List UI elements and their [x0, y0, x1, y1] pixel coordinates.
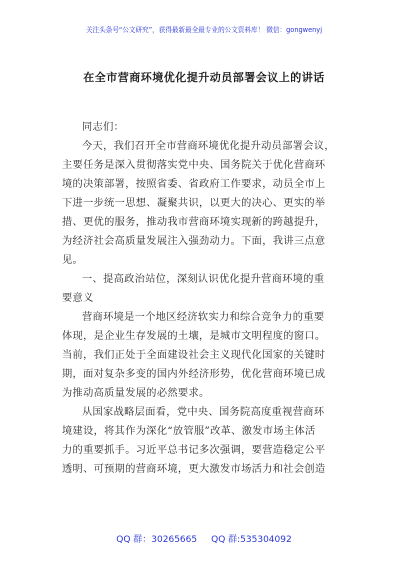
body-line: 体现，是企业生存发展的土壤，是城市文明程度的窗口。 — [62, 331, 326, 342]
salutation-line: 同志们： — [82, 122, 125, 133]
document-body — [62, 118, 354, 479]
body-line: 当前，我们正处于全面建设社会主义现代化国家的关键时 — [62, 350, 326, 361]
body-line: 力的重要抓手。习近平总书记多次强调，要营造稳定公平 — [62, 445, 326, 456]
document-title: 在全市营商环境优化提升动员部署会议上的讲话 — [83, 71, 325, 84]
body-line: 境建设，将其作为深化“放管服”改革、激发市场主体活 — [62, 426, 316, 437]
body-line: 营商环境是一个地区经济软实力和综合竞争力的重要 — [82, 312, 325, 323]
footer-qq-group-2: QQ 群:535304092 — [211, 535, 292, 545]
section-heading-line: 要意义 — [62, 293, 94, 304]
body-line: 透明、可预期的营商环境，更大激发市场活力和社会创造 — [62, 464, 326, 475]
body-line: 措、更优的服务，推动我市营商环境实现新的跨越提升， — [62, 217, 326, 228]
section-heading-line: 一、提高政治站位，深刻认识优化提升营商环境的重 — [82, 274, 325, 285]
body-line: 境的决策部署，按照省委、省政府工作要求，动员全市上 — [62, 179, 326, 190]
body-line: 为经济社会高质量发展注入强劲动力。下面，我讲三点意 — [62, 236, 326, 247]
body-line: 从国家战略层面看，党中央、国务院高度重视营商环 — [82, 407, 325, 418]
body-line: 主要任务是深入贯彻落实党中央、国务院关于优化营商环 — [62, 160, 326, 171]
body-line: 为推动高质量发展的必然要求。 — [62, 388, 210, 399]
body-line: 下进一步统一思想、凝聚共识，以更大的决心、更实的举 — [62, 198, 326, 209]
footer-qq-group-1: QQ 群：30265665 — [116, 535, 198, 545]
header-promo-note: 关注头条号“公文研究”，获得最新最全最专业的公文资料库！ 微信：gongwenyj — [85, 26, 323, 34]
body-line: 期，面对复杂多变的国内外经济形势，优化营商环境已成 — [62, 369, 326, 380]
body-line: 见。 — [62, 255, 84, 266]
body-line: 今天，我们召开全市营商环境优化提升动员部署会议， — [82, 141, 335, 152]
footer-contact — [0, 532, 408, 545]
